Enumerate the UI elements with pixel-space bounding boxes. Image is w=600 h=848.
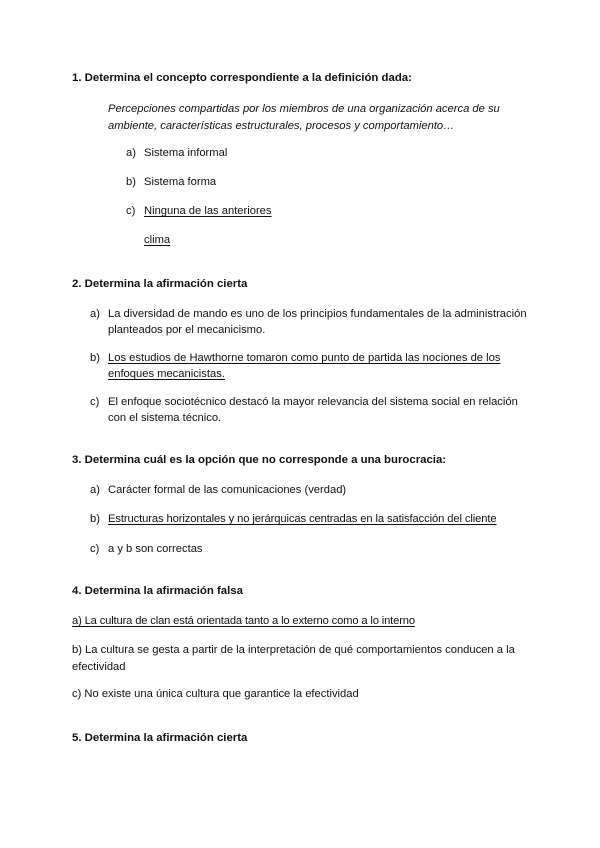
- question-1-title: 1. Determina el concepto correspondiente a la definición dada:: [72, 72, 412, 84]
- question-3-option-c: [90, 541, 530, 557]
- question-1-option-a: [126, 145, 486, 161]
- question-1-option-b: [126, 174, 486, 190]
- option-letter: b): [126, 176, 136, 188]
- option-letter: c): [90, 396, 100, 408]
- question-4-title: 4. Determina la afirmación falsa: [72, 585, 243, 597]
- option-text: El enfoque sociotécnico destacó la mayor relevancia del sistema social en relación con el sistema técnico.: [108, 396, 518, 424]
- question-1-option-c: [126, 203, 486, 219]
- question-2-option-b: [90, 350, 530, 384]
- option-text: Sistema forma: [144, 176, 217, 188]
- question-2-option-c: [90, 394, 530, 428]
- question-3-option-a: [90, 482, 530, 498]
- option-text: Ninguna de las anteriores: [144, 205, 272, 217]
- question-3-title: 3. Determina cuál es la opción que no corresponde a una burocracia:: [72, 454, 447, 466]
- question-1-definition: Percepciones compartidas por los miembros de una organización acerca de su ambiente, características estructurales, procesos y comportamiento…: [108, 103, 500, 132]
- option-letter: a): [90, 308, 100, 320]
- option-letter: c): [90, 543, 100, 555]
- option-letter: a): [90, 484, 100, 496]
- question-4-option-b: b) La cultura se gesta a partir de la interpretación de qué comportamientos conducen a la efectividad: [72, 644, 515, 673]
- option-letter: b): [90, 513, 100, 525]
- option-text: Estructuras horizontales y no jerárquicas centradas en la satisfacción del cliente: [108, 513, 497, 525]
- option-text: Los estudios de Hawthorne tomaron como punto de partida las nociones de los enfoques mecanicistas.: [108, 352, 501, 380]
- option-text: a y b son correctas: [108, 543, 203, 555]
- option-text: Sistema informal: [144, 147, 228, 159]
- option-letter: c): [126, 205, 136, 217]
- question-4-option-c: c) No existe una única cultura que garantice la efectividad: [72, 688, 359, 700]
- question-1-answer-note: clima: [144, 234, 171, 246]
- question-2-option-a: [90, 306, 530, 340]
- option-text: La diversidad de mando es uno de los principios fundamentales de la administración planteados por el mecanicismo.: [108, 308, 527, 336]
- question-5-title: 5. Determina la afirmación cierta: [72, 732, 248, 744]
- option-letter: b): [90, 352, 100, 364]
- question-4-option-a: a) La cultura de clan está orientada tanto a lo externo como a lo interno: [72, 615, 415, 627]
- option-text: Carácter formal de las comunicaciones (verdad): [108, 484, 347, 496]
- option-letter: a): [126, 147, 136, 159]
- question-3-option-b: [90, 511, 530, 527]
- question-2-title: 2. Determina la afirmación cierta: [72, 278, 248, 290]
